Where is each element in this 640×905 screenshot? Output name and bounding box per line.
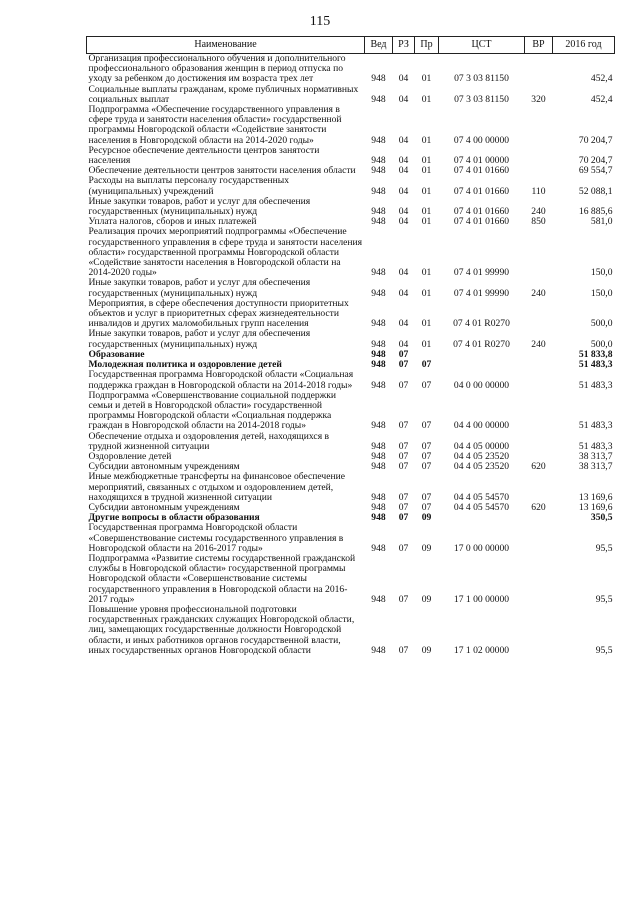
- row-vr: 320: [531, 93, 546, 105]
- row-amount: 350,5: [590, 512, 613, 524]
- row-name: Ресурсное обеспечение деятельности центров занятости населения: [88, 144, 320, 167]
- row-rz: 04: [398, 216, 409, 228]
- row-cst: 04 4 05 54570: [453, 491, 510, 503]
- row-ved: 948: [371, 593, 386, 605]
- table-row: [87, 523, 615, 554]
- row-pr: 01: [421, 267, 432, 279]
- row-vr: [525, 350, 553, 360]
- row-amount: 51 483,3: [578, 440, 613, 452]
- row-cst: 07 3 03 81150: [454, 73, 509, 85]
- row-name: Социальные выплаты гражданам, кроме публичных нормативных социальных выплат: [88, 83, 359, 105]
- row-cst: 07 4 01 R0270: [453, 318, 510, 330]
- row-rz: 07: [398, 440, 409, 452]
- row-cst: 04 4 00 00000: [453, 420, 510, 432]
- table-row: [87, 299, 615, 330]
- row-ved: 948: [371, 216, 386, 228]
- row-amount: 500,0: [590, 318, 613, 330]
- row-name: Иные закупки товаров, работ и услуг для обеспечения государственных (муниципальных) нужд: [88, 195, 311, 218]
- row-vr: [525, 432, 553, 452]
- header-rz: РЗ: [393, 37, 415, 54]
- row-rz: 07: [398, 420, 409, 432]
- row-rz: 07: [398, 491, 409, 503]
- row-amount: 51 483,3: [578, 379, 613, 391]
- row-vr: 240: [531, 206, 546, 218]
- row-cst: 07 4 01 01660: [453, 216, 510, 228]
- row-rz: 04: [398, 134, 409, 146]
- row-cst: 07 4 01 R0270: [453, 338, 510, 350]
- row-pr: 01: [421, 287, 432, 299]
- row-name: Образование: [88, 348, 145, 360]
- row-vr: [525, 227, 553, 278]
- row-name: Иные межбюджетные трансферты на финансовое обеспечение мероприятий, связанных с отдыхом и оздоровлением детей, находящихся в трудной жизненной ситуации: [88, 471, 346, 503]
- row-pr: 09: [421, 542, 432, 554]
- row-amount: 95,5: [595, 593, 613, 605]
- row-cst: 04 4 05 54570: [453, 501, 510, 513]
- header-name: Наименование: [87, 37, 365, 54]
- row-ved: 948: [371, 542, 386, 554]
- row-ved: 948: [371, 338, 386, 350]
- row-pr: 07: [421, 379, 432, 391]
- row-cst: 07 3 03 81150: [454, 93, 509, 105]
- row-cst: 04 4 05 00000: [453, 440, 510, 452]
- row-cst: 04 4 05 23520: [453, 461, 510, 473]
- row-amount: 150,0: [590, 287, 613, 299]
- row-ved: 948: [371, 450, 386, 462]
- row-vr: [525, 166, 553, 176]
- row-amount: 452,4: [590, 93, 613, 105]
- row-pr: 07: [421, 420, 432, 432]
- row-cst: 17 0 00 00000: [453, 542, 510, 554]
- row-pr: 01: [421, 93, 432, 105]
- row-vr: [525, 146, 553, 166]
- row-amount: 52 088,1: [578, 185, 613, 197]
- row-cst: 07 4 01 00000: [453, 155, 510, 167]
- row-rz: 07: [398, 501, 409, 513]
- row-ved: 948: [371, 420, 386, 432]
- row-name: Другие вопросы в области образования: [88, 512, 260, 524]
- table-row: [87, 85, 615, 105]
- row-ved: 948: [371, 73, 386, 85]
- table-row: [87, 227, 615, 278]
- row-amount: 150,0: [590, 267, 613, 279]
- row-amount: 70 204,7: [578, 134, 613, 146]
- row-cst: 07 4 01 99990: [453, 267, 510, 279]
- row-rz: 04: [398, 155, 409, 167]
- row-amount: 51 833,8: [578, 348, 613, 360]
- table-header-row: [87, 37, 615, 54]
- row-ved: 948: [371, 491, 386, 503]
- row-amount: 16 885,6: [578, 206, 613, 218]
- row-amount: 13 169,6: [578, 501, 613, 513]
- table-row: [87, 278, 615, 298]
- table-row: [87, 54, 615, 85]
- row-name: Организация профессионального обучения и дополнительного профессионального образования женщин в период отпуска по уходу за ребенком до достижения им возраста трех лет: [88, 53, 346, 85]
- row-name: Иные закупки товаров, работ и услуг для обеспечения государственных (муниципальных) нужд: [88, 277, 311, 299]
- row-ved: 948: [371, 155, 386, 167]
- row-cst: 07 4 01 01660: [453, 206, 510, 218]
- row-name: Субсидии автономным учреждениям: [88, 501, 240, 513]
- row-ved: 948: [371, 93, 386, 105]
- row-pr: 07: [421, 359, 432, 371]
- row-ved: 948: [371, 318, 386, 330]
- table-row: [87, 370, 615, 390]
- row-pr: 09: [421, 512, 432, 524]
- row-cst: [439, 513, 525, 523]
- page-number: 115: [309, 14, 331, 29]
- row-name: Обеспечение деятельности центров занятости населения области: [88, 165, 356, 177]
- row-rz: 07: [398, 512, 409, 524]
- row-name: Государственная программа Новгородской области «Социальная поддержка граждан в Новгородской области на 2014-2018 годы»: [88, 369, 354, 391]
- row-rz: 07: [398, 593, 409, 605]
- table-row: [87, 176, 615, 196]
- row-vr: [525, 360, 553, 370]
- table-row: [87, 432, 615, 452]
- row-name: Подпрограмма «Развитие системы государственной гражданской службы в Новгородской области» государственной программы Новгородской области «Совершенствование системы государственного управления в Новгородской области на 2016-2017 годы»: [88, 552, 356, 605]
- row-ved: 948: [371, 185, 386, 197]
- row-name: Иные закупки товаров, работ и услуг для обеспечения государственных (муниципальных) нужд: [88, 328, 311, 350]
- row-ved: 948: [371, 359, 386, 371]
- row-vr: 620: [531, 461, 546, 473]
- row-ved: 948: [371, 267, 386, 279]
- row-ved: 948: [371, 165, 386, 177]
- row-ved: 948: [371, 348, 386, 360]
- table-row: [87, 329, 615, 349]
- row-rz: 04: [398, 93, 409, 105]
- header-cst: ЦСТ: [439, 37, 525, 54]
- row-amount: 38 313,7: [578, 450, 613, 462]
- table-row: [87, 197, 615, 217]
- row-rz: 04: [398, 165, 409, 177]
- row-rz: 07: [398, 348, 409, 360]
- row-rz: 04: [398, 287, 409, 299]
- row-vr: 110: [531, 185, 546, 197]
- row-rz: 07: [398, 542, 409, 554]
- row-rz: 04: [398, 318, 409, 330]
- row-name: Мероприятия, в сфере обеспечения доступности приоритетных объектов и услуг в приоритетных сферах жизнедеятельности инвалидов и других маломобильных групп населения: [88, 297, 349, 330]
- row-rz: 07: [398, 644, 409, 656]
- row-rz: 07: [398, 359, 409, 371]
- table-row: [87, 146, 615, 166]
- row-pr: 01: [421, 134, 432, 146]
- row-rz: 07: [398, 461, 409, 473]
- row-pr: 09: [421, 644, 432, 656]
- row-vr: [525, 370, 553, 390]
- row-name: Уплата налогов, сборов и иных платежей: [88, 216, 257, 228]
- row-vr: [525, 513, 553, 523]
- row-cst: [439, 360, 525, 370]
- row-rz: 04: [398, 338, 409, 350]
- row-cst: 04 0 00 00000: [453, 379, 510, 391]
- row-name: Подпрограмма «Совершенствование социальной поддержки семьи и детей в Новгородской области» государственной программы Новгородской области «Социальная поддержка граждан в Новгородской области на 2014-2018 годы»: [88, 389, 337, 432]
- row-amount: 581,0: [590, 216, 613, 228]
- row-amount: 51 483,3: [578, 359, 613, 371]
- row-vr: [525, 391, 553, 432]
- row-vr: 850: [531, 216, 546, 228]
- row-amount: 500,0: [590, 338, 613, 350]
- row-pr: 07: [421, 440, 432, 452]
- row-vr: [525, 523, 553, 554]
- row-pr: 07: [421, 501, 432, 513]
- row-name: Расходы на выплаты персоналу государственных (муниципальных) учреждений: [88, 175, 290, 197]
- row-pr: 01: [421, 155, 432, 167]
- row-vr: 620: [531, 501, 546, 513]
- row-ved: 948: [371, 287, 386, 299]
- row-amount: 13 169,6: [578, 491, 613, 503]
- row-name: Подпрограмма «Обеспечение государственного управления в сфере труда и занятости населения области» государственной программы Новгородской области «Содействие занятости населения в Новгородской области на 2014-2020 годы»: [88, 104, 342, 146]
- row-name: Молодежная политика и оздоровление детей: [88, 359, 282, 371]
- row-amount: 95,5: [595, 644, 613, 656]
- row-amount: 51 483,3: [578, 420, 613, 432]
- row-vr: [525, 54, 553, 85]
- row-pr: 01: [421, 216, 432, 228]
- row-rz: 04: [398, 73, 409, 85]
- row-name: Повышение уровня профессиональной подготовки государственных гражданских служащих Новгородской области, лиц, замещающих государственные должности Новгородской области, и иных работников органов государственной власти, иных государственных органов Новгородской области: [88, 603, 355, 656]
- row-ved: 948: [371, 134, 386, 146]
- row-rz: 04: [398, 267, 409, 279]
- row-vr: [525, 299, 553, 330]
- row-cst: 04 4 05 23520: [453, 450, 510, 462]
- row-cst: [439, 350, 525, 360]
- row-pr: 01: [421, 318, 432, 330]
- row-vr: 240: [531, 287, 546, 299]
- table-row: [87, 605, 615, 656]
- row-rz: 07: [398, 450, 409, 462]
- row-name: Оздоровление детей: [88, 450, 172, 462]
- row-pr: 01: [421, 73, 432, 85]
- row-cst: 17 1 02 00000: [453, 644, 510, 656]
- row-vr: 240: [531, 338, 546, 350]
- table-row: [87, 391, 615, 432]
- table-row: [87, 105, 615, 146]
- row-pr: 01: [421, 165, 432, 177]
- row-pr: 09: [421, 593, 432, 605]
- budget-table: [86, 36, 615, 656]
- header-pr: Пр: [415, 37, 439, 54]
- row-pr: 01: [421, 338, 432, 350]
- row-name: Реализация прочих мероприятий подпрограммы «Обеспечение государственного управления в сфере труда и занятости населения области» государственной программы Новгородской области «Содействие занятости населения в Новгородской области на 2014-2020 годы»: [88, 226, 363, 279]
- row-ved: 948: [371, 501, 386, 513]
- row-cst: 07 4 01 01660: [453, 185, 510, 197]
- row-pr: 07: [421, 450, 432, 462]
- row-amount: 70 204,7: [578, 155, 613, 167]
- row-pr: 07: [421, 461, 432, 473]
- row-vr: [525, 472, 553, 503]
- row-ved: 948: [371, 512, 386, 524]
- header-vr: ВР: [525, 37, 553, 54]
- row-cst: 17 1 00 00000: [453, 593, 510, 605]
- row-rz: 04: [398, 185, 409, 197]
- header-ved: Вед: [365, 37, 393, 54]
- row-amount: 95,5: [595, 542, 613, 554]
- row-pr: 01: [421, 206, 432, 218]
- row-rz: 04: [398, 206, 409, 218]
- row-cst: 07 4 00 00000: [453, 134, 510, 146]
- table-row: [87, 554, 615, 605]
- row-rz: 07: [398, 379, 409, 391]
- row-amount: 69 554,7: [578, 165, 613, 177]
- row-amount: 452,4: [590, 73, 613, 85]
- row-name: Обеспечение отдыха и оздоровления детей, находящихся в трудной жизненной ситуации: [88, 430, 330, 452]
- row-ved: 948: [371, 206, 386, 218]
- row-name: Государственная программа Новгородской области «Совершенствование системы государственного управления в Новгородской области на 2016-2017 годы»: [88, 522, 344, 554]
- header-year: 2016 год: [553, 37, 615, 54]
- row-name: Субсидии автономным учреждениям: [88, 461, 240, 473]
- row-pr: 07: [421, 491, 432, 503]
- row-vr: [525, 554, 553, 605]
- row-ved: 948: [371, 644, 386, 656]
- row-vr: [525, 105, 553, 146]
- row-vr: [525, 605, 553, 656]
- row-pr: 01: [421, 185, 432, 197]
- row-ved: 948: [371, 379, 386, 391]
- row-cst: 07 4 01 99990: [453, 287, 510, 299]
- row-ved: 948: [371, 440, 386, 452]
- row-cst: 07 4 01 01660: [453, 165, 510, 177]
- table-row: [87, 472, 615, 503]
- row-ved: 948: [371, 461, 386, 473]
- row-amount: 38 313,7: [578, 461, 613, 473]
